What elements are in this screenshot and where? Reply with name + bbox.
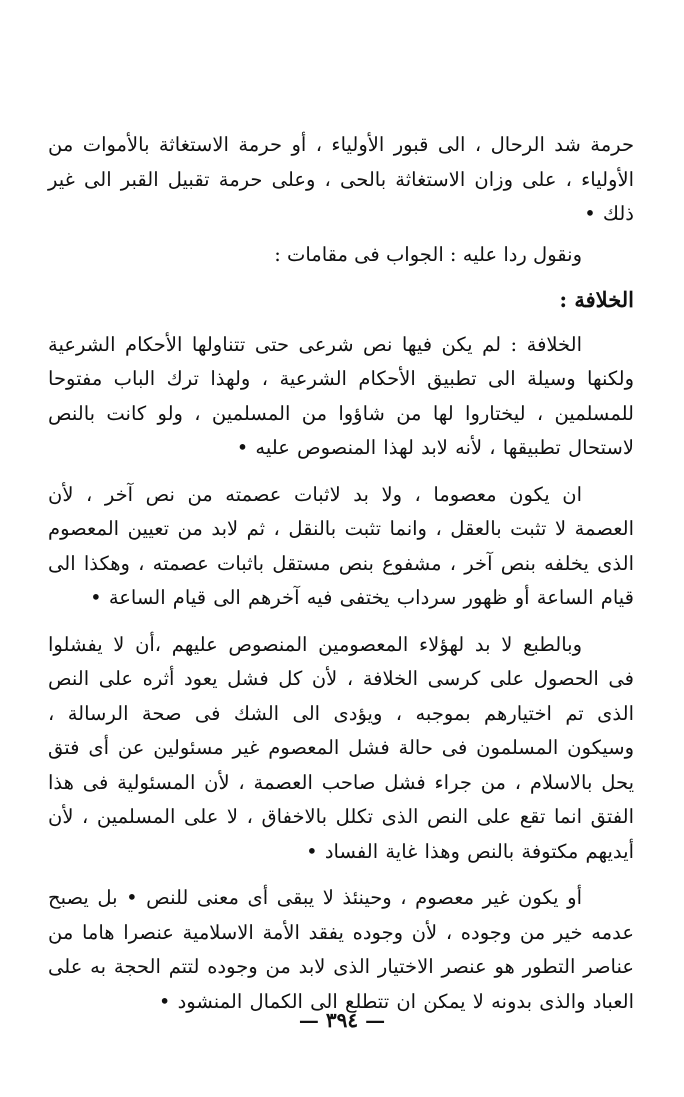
paragraph-masum: ان يكون معصوما ، ولا بد لاثبات عصمته من نص آخر ، لأن العصمة لا تثبت بالعقل ، وانما تثبت بالنقل ، ثم لابد من تعيين المعصوم الذى يخلفه بنص آخر ، مشفوع بنص مستقل باثبات عصمته ، وهكذا الى قيام الساعة أو ظهور سرداب يختفى فيه آخرهم الى قيام الساعة •	[48, 482, 634, 609]
paragraph-khilafa: الخلافة : لم يكن فيها نص شرعى حتى تتناولها الأحكام الشرعية ولكنها وسيلة الى تطبيق الأحكام الشرعية ، ولهذا ترك الباب مفتوحا للمسلمين ، ليختاروا لها من شاؤوا من المسلمين ، ولو كانت بالنص لاستحال تطبيقها ، لأنه لابد لهذا المنصوص عليه •	[48, 332, 634, 459]
paragraph-non-masum: أو يكون غير معصوم ، وحينئذ لا يبقى أى معنى للنص • بل يصبح عدمه خير من وجوده ، لأن وجوده يفقد الأمة الاسلامية عنصرا هاما من عناصر التطور هو عنصر الاختيار الذى لابد من وجوده لتتم الحجة به على العباد والذى بدونه لا يمكن ان تتطلع الى الكمال المنشود •	[48, 886, 634, 1013]
paragraph-intro: حرمة شد الرحال ، الى قبور الأولياء ، أو حرمة الاستغاثة بالأموات من الأولياء ، على وزان الاستغاثة بالحى ، وعلى حرمة تقبيل القبر الى غير ذلك •	[48, 133, 634, 225]
section-heading-khilafa: الخلافة :	[559, 286, 634, 312]
paragraph-failure: وبالطبع لا بد لهؤلاء المعصومين المنصوص عليهم ،أن لا يفشلوا فى الحصول على كرسى الخلافة ، لأن كل فشل يعود أثره على النص الذى تم اختيارهم بموجبه ، ويؤدى الى الشك فى صحة الرسالة ، وسيكون المسلمون فى حالة فشل المعصوم غير مسئولين عن أى فتق يحل بالاسلام ، من جراء فشل صاحب العصمة ، لأن المسئولية فى هذا الفتق انما تقع على النص الذى تكلل بالاخفاق ، لا على المسلمين ، لأن أيديهم مكتوفة بالنص وهذا غاية الفساد •	[48, 632, 634, 863]
paragraph-reply: ونقول ردا عليه : الجواب فى مقامات :	[274, 242, 582, 266]
page-number: — ٣٩٤ —	[298, 1008, 386, 1032]
